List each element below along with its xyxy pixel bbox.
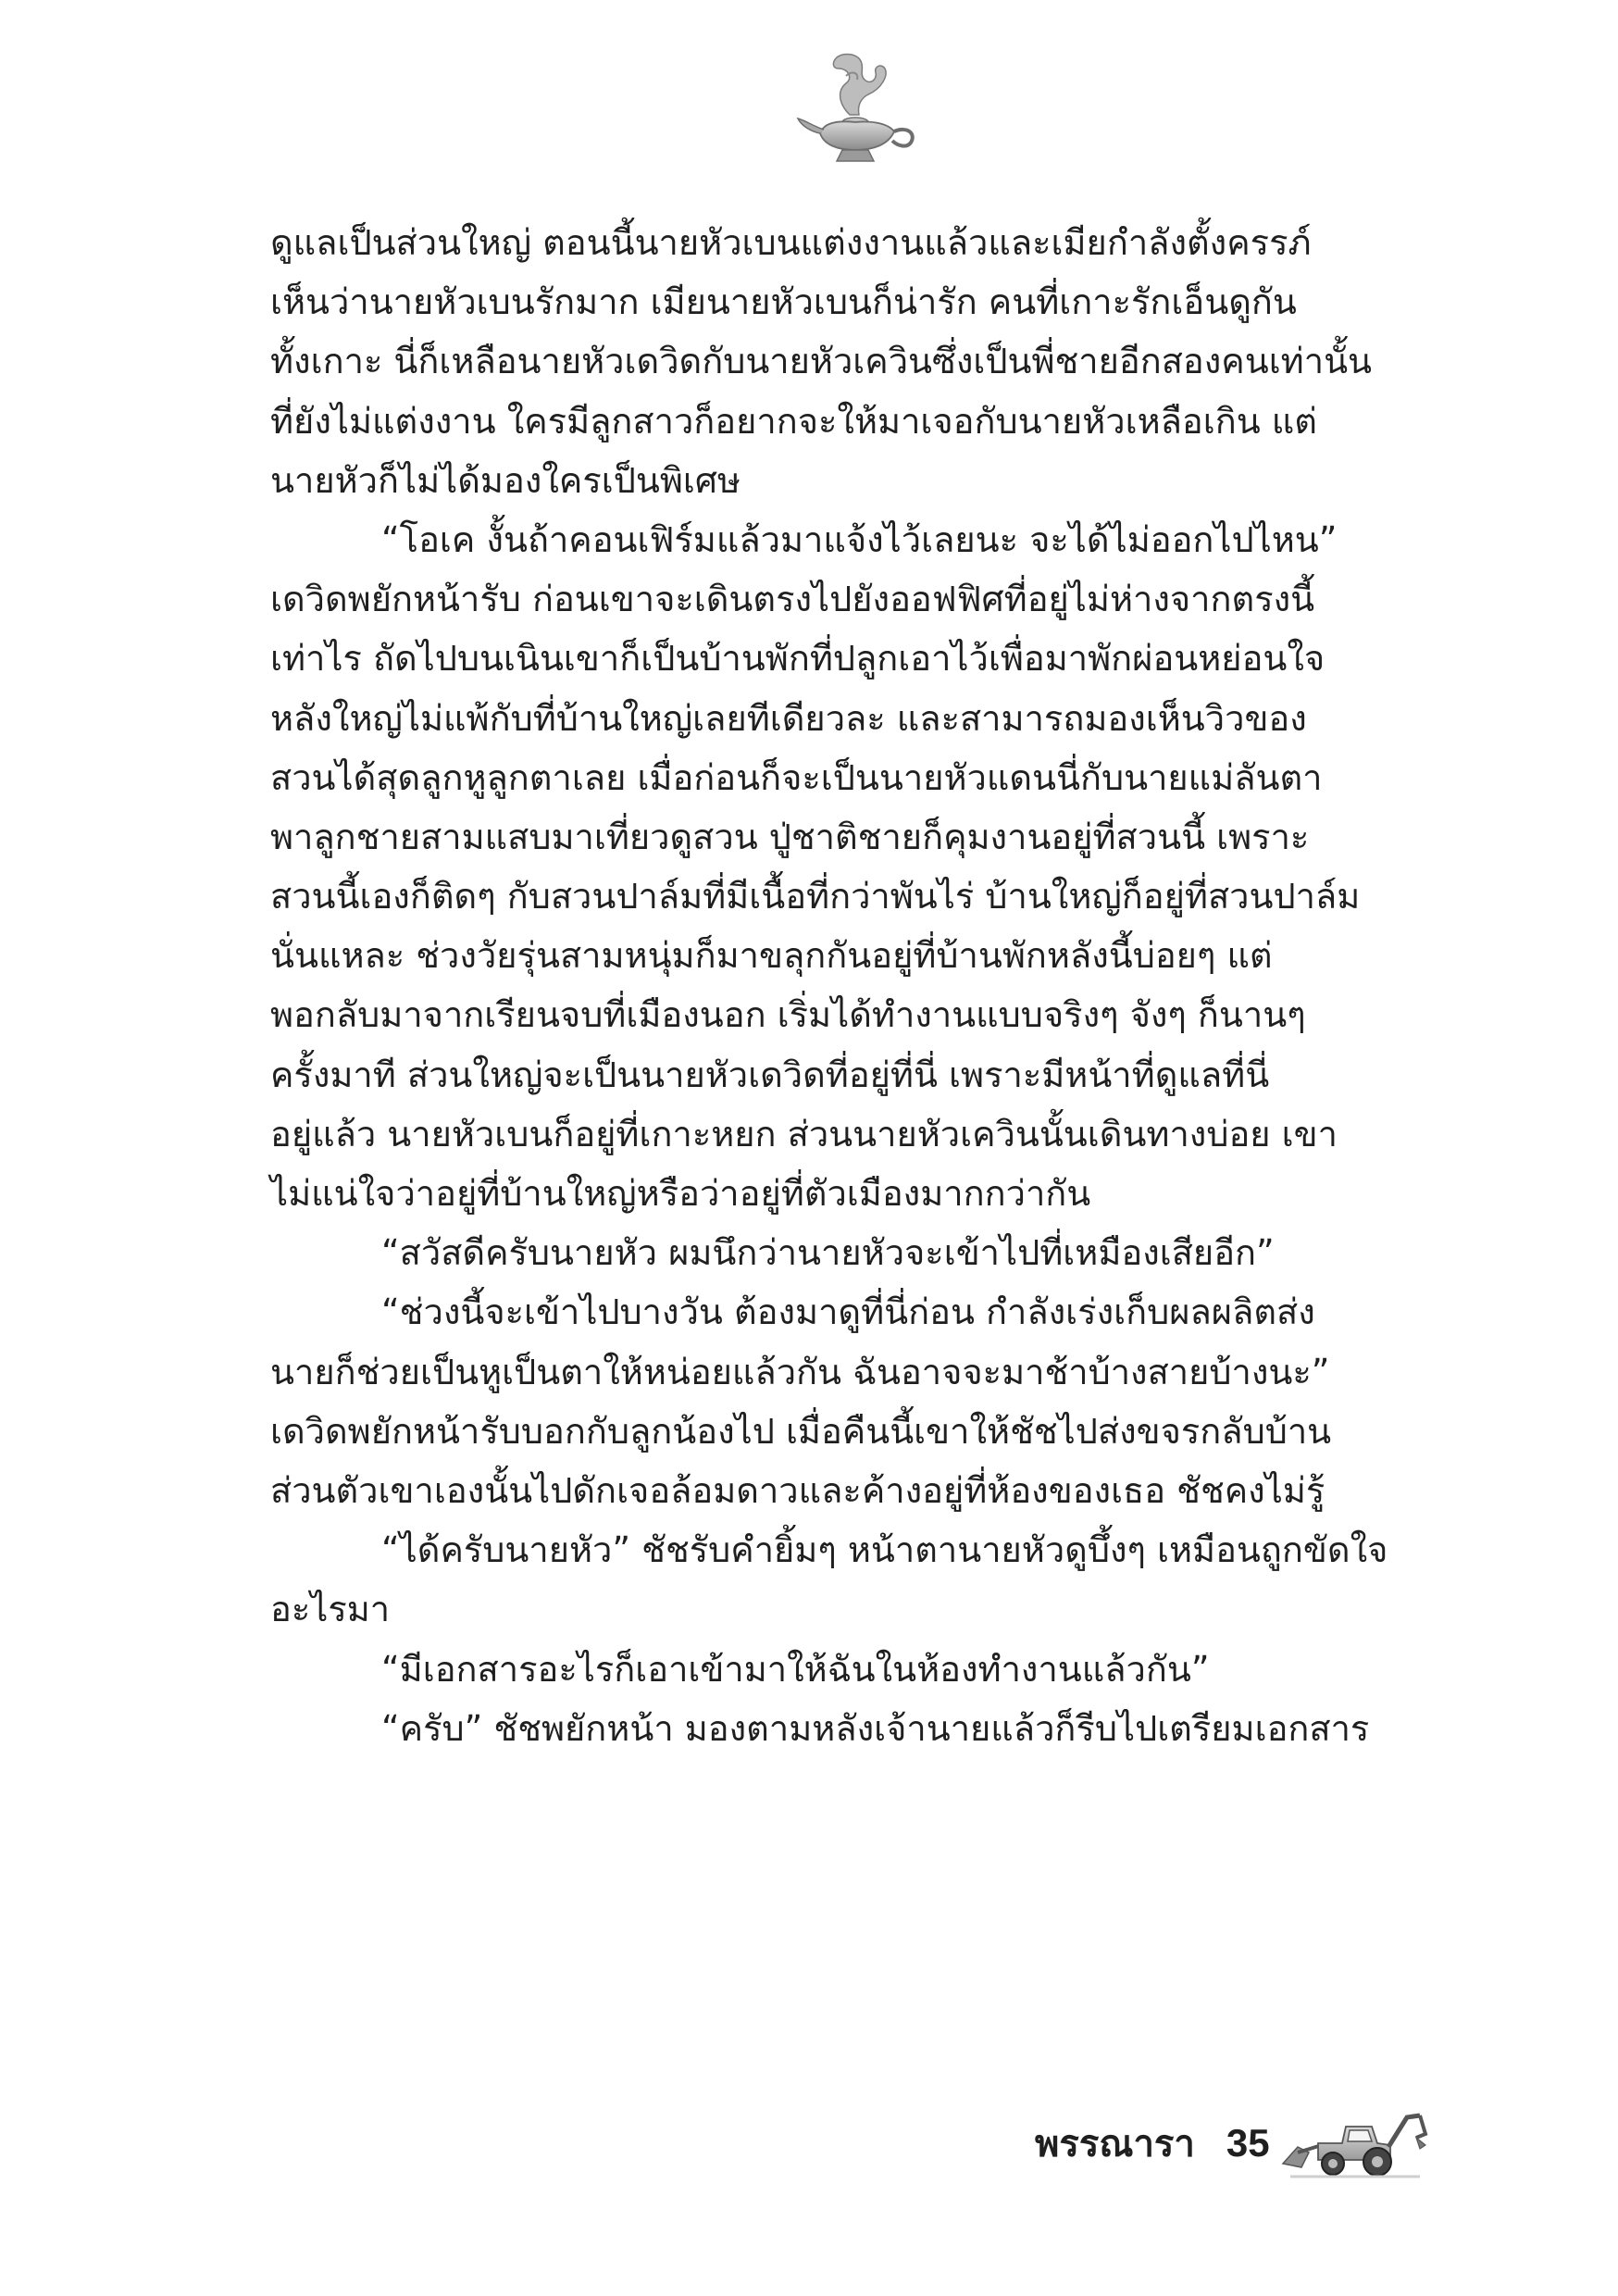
text-line: ครั้งมาที ส่วนใหญ่จะเป็นนายหัวเดวิดที่อยู่ที่นี่ เพราะมีหน้าที่ดูแลที่นี่: [270, 1054, 1270, 1095]
text-line: เดวิดพยักหน้ารับบอกกับลูกน้องไป เมื่อคืนนี้เขาให้ชัชไปส่งขจรกลับบ้าน: [270, 1410, 1332, 1452]
text-line: นายหัวก็ไม่ได้มองใครเป็นพิเศษ: [270, 459, 741, 501]
text-line: สวนได้สุดลูกหูลูกตาเลย เมื่อก่อนก็จะเป็นนายหัวแดนนี่กับนายแม่ลันตา: [270, 756, 1323, 798]
text-line: ส่วนตัวเขาเองนั้นไปดักเจอล้อมดาวและค้างอยู่ที่ห้องของเธอ ชัชคงไม่รู้: [270, 1469, 1326, 1511]
text-line: “สวัสดีครับนายหัว ผมนึกว่านายหัวจะเข้าไปที่เหมืองเสียอีก”: [381, 1232, 1275, 1274]
text-line: “โอเค งั้นถ้าคอนเฟิร์มแล้วมาแจ้งไว้เลยนะ จะได้ไม่ออกไปไหน”: [381, 518, 1338, 560]
text-line: เห็นว่านายหัวเบนรักมาก เมียนายหัวเบนก็น่ารัก คนที่เกาะรักเอ็นดูกัน: [270, 281, 1297, 323]
body-text: [270, 213, 1464, 1758]
text-line: ไม่แน่ใจว่าอยู่ที่บ้านใหญ่หรือว่าอยู่ที่ตัวเมืองมากกว่ากัน: [270, 1173, 1091, 1214]
text-line: ทั้งเกาะ นี่ก็เหลือนายหัวเดวิดกับนายหัวเควินซึ่งเป็นพี่ชายอีกสองคนเท่านั้น: [270, 341, 1373, 382]
text-line: ที่ยังไม่แต่งงาน ใครมีลูกสาวก็อยากจะให้มาเจอกับนายหัวเหลือเกิน แต่: [270, 400, 1317, 442]
text-line: “ครับ” ชัชพยักหน้า มองตามหลังเจ้านายแล้วก็รีบไปเตรียมเอกสาร: [381, 1707, 1370, 1749]
text-line: อะไรมา: [270, 1589, 391, 1630]
text-line: เดวิดพยักหน้ารับ ก่อนเขาจะเดินตรงไปยังออฟฟิศที่อยู่ไม่ห่างจากตรงนี้: [270, 579, 1315, 620]
genie-lamp-icon: [792, 48, 922, 168]
text-line: สวนนี้เองก็ติดๆ กับสวนปาล์มที่มีเนื้อที่กว่าพันไร่ บ้านใหญ่ก็อยู่ที่สวนปาล์ม: [270, 876, 1361, 917]
page-footer: [1035, 2106, 1429, 2180]
text-line: ดูแลเป็นส่วนใหญ่ ตอนนี้นายหัวเบนแต่งงานแล้วและเมียกำลังตั้งครรภ์: [270, 222, 1312, 263]
text-line: อยู่แล้ว นายหัวเบนก็อยู่ที่เกาะหยก ส่วนนายหัวเควินนั้นเดินทางบ่อย เขา: [270, 1113, 1338, 1154]
text-line: พาลูกชายสามแสบมาเที่ยวดูสวน ปู่ชาติชายก็คุมงานอยู่ที่สวนนี้ เพราะ: [270, 816, 1310, 857]
page-number: 35: [1226, 2121, 1270, 2165]
text-line: “ได้ครับนายหัว” ชัชรับคำยิ้มๆ หน้าตานายหัวดูบึ้งๆ เหมือนถูกขัดใจ: [381, 1529, 1388, 1571]
backhoe-icon: [1281, 2106, 1429, 2180]
text-line: หลังใหญ่ไม่แพ้กับที่บ้านใหญ่เลยทีเดียวละ และสามารถมองเห็นวิวของ: [270, 697, 1307, 739]
text-line: นายก็ช่วยเป็นหูเป็นตาให้หน่อยแล้วกัน ฉันอาจจะมาช้าบ้างสายบ้างนะ”: [270, 1351, 1330, 1392]
book-title: พรรณารา: [1035, 2123, 1195, 2165]
text-line: นั่นแหละ ช่วงวัยรุ่นสามหนุ่มก็มาขลุกกันอยู่ที่บ้านพักหลังนี้บ่อยๆ แต่: [270, 935, 1273, 977]
text-line: เท่าไร ถัดไปบนเนินเขาก็เป็นบ้านพักที่ปลูกเอาไว้เพื่อมาพักผ่อนหย่อนใจ: [270, 638, 1326, 680]
text-line: “ช่วงนี้จะเข้าไปบางวัน ต้องมาดูที่นี่ก่อน กำลังเร่งเก็บผลผลิตส่ง: [381, 1292, 1315, 1333]
text-line: “มีเอกสารอะไรก็เอาเข้ามาให้ฉันในห้องทำงานแล้วกัน”: [381, 1648, 1210, 1690]
text-line: พอกลับมาจากเรียนจบที่เมืองนอก เริ่มได้ทำงานแบบจริงๆ จังๆ ก็นานๆ: [270, 994, 1306, 1036]
